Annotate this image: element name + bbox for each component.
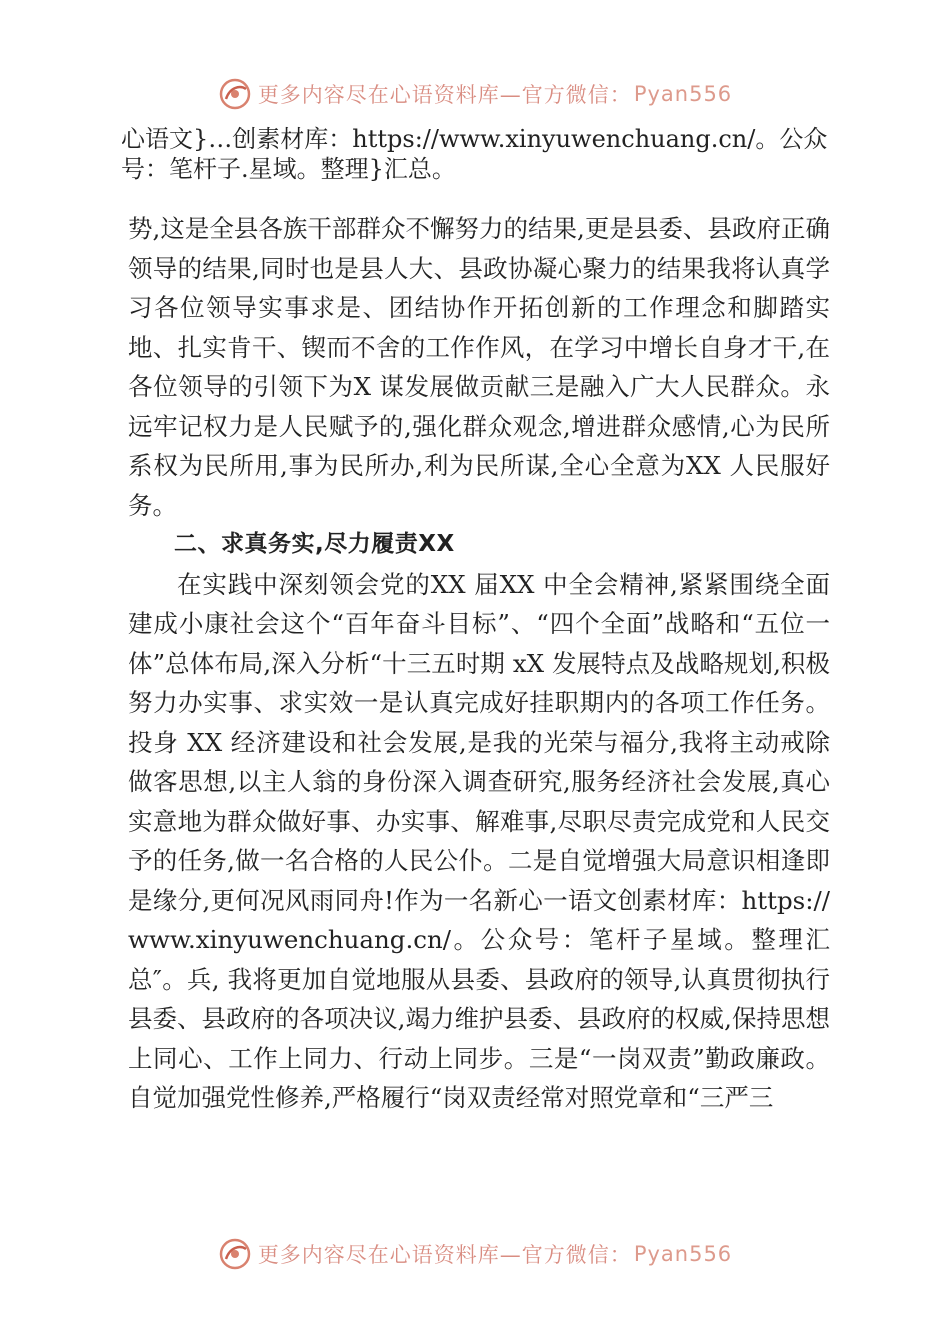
inserted-ad-text: [121, 124, 833, 184]
watermark-logo-icon: [218, 1237, 252, 1271]
section-heading-2: 二、求真务实,尽力履责XX: [174, 531, 455, 557]
inserted-ad-line-1: 心语文}…创素材库：https://www.xinyuwenchuang.cn/。公众: [121, 125, 828, 153]
header-watermark: [0, 72, 950, 116]
paragraph-1: 势,这是全县各族干部群众不懈努力的结果,更是县委、县政府正确领导的结果,同时也是县人大、县政协凝心聚力的结果我将认真学习各位领导实事求是、团结协作开拓创新的工作理念和脚踏实地、扎实肯干、锲而不舍的工作作风，在学习中增长自身才干,在各位领导的引领下为X 谋发展做贡献三是融入广大人民群众。永远牢记权力是人民赋予的,强化群众观念,增进群众感情,心为民所系权为民所用,事为民所办,利为民所谋,全心全意为XX 人民服好务。: [128, 214, 830, 520]
footer-watermark: [0, 1232, 950, 1276]
watermark-wechat-id: Pyan556: [633, 82, 733, 106]
document-body: [128, 209, 830, 1118]
inserted-ad-line-2: 号：笔杆子.星域。整理}汇总。: [121, 155, 456, 183]
watermark-logo-icon: [218, 77, 252, 111]
watermark-wechat-id: Pyan556: [633, 1242, 733, 1266]
watermark-text: 更多内容尽在心语资料库—官方微信：: [257, 1243, 632, 1267]
watermark-text: 更多内容尽在心语资料库—官方微信：: [257, 83, 632, 107]
paragraph-2: 在实践中深刻领会党的XX 届XX 中全会精神,紧紧围绕全面建成小康社会这个“百年奋斗目标”、“四个全面”战略和“五位一体”总体布局,深入分析“十三五时期 xX 发展特点及战略规划,积极努力办实事、求实效一是认真完成好挂职期内的各项工作任务。投身 XX 经济建设和社会发展,是我的光荣与福分,我将主动戒除做客思想,以主人翁的身份深入调查研究,服务经济社会发展,真心实意地为群众做好事、办实事、解难事,尽职尽责完成党和人民交予的任务,做一名合格的人民公仆。二是自觉增强大局意识相逢即是缘分,更何况风雨同舟!作为一名新心一语文创素材库：https://www.xinyuwenchuang.cn/。公众号：笔杆子星域。整理汇总″。兵, 我将更加自觉地服从县委、县政府的领导,认真贯彻执行县委、县政府的各项决议,竭力维护县委、县政府的权威,保持思想上同心、工作上同力、行动上同步。三是“一岗双责”勤政廉政。自觉加强党性修养,严格履行“岗双责经常对照党章和“三严三: [128, 569, 830, 1112]
